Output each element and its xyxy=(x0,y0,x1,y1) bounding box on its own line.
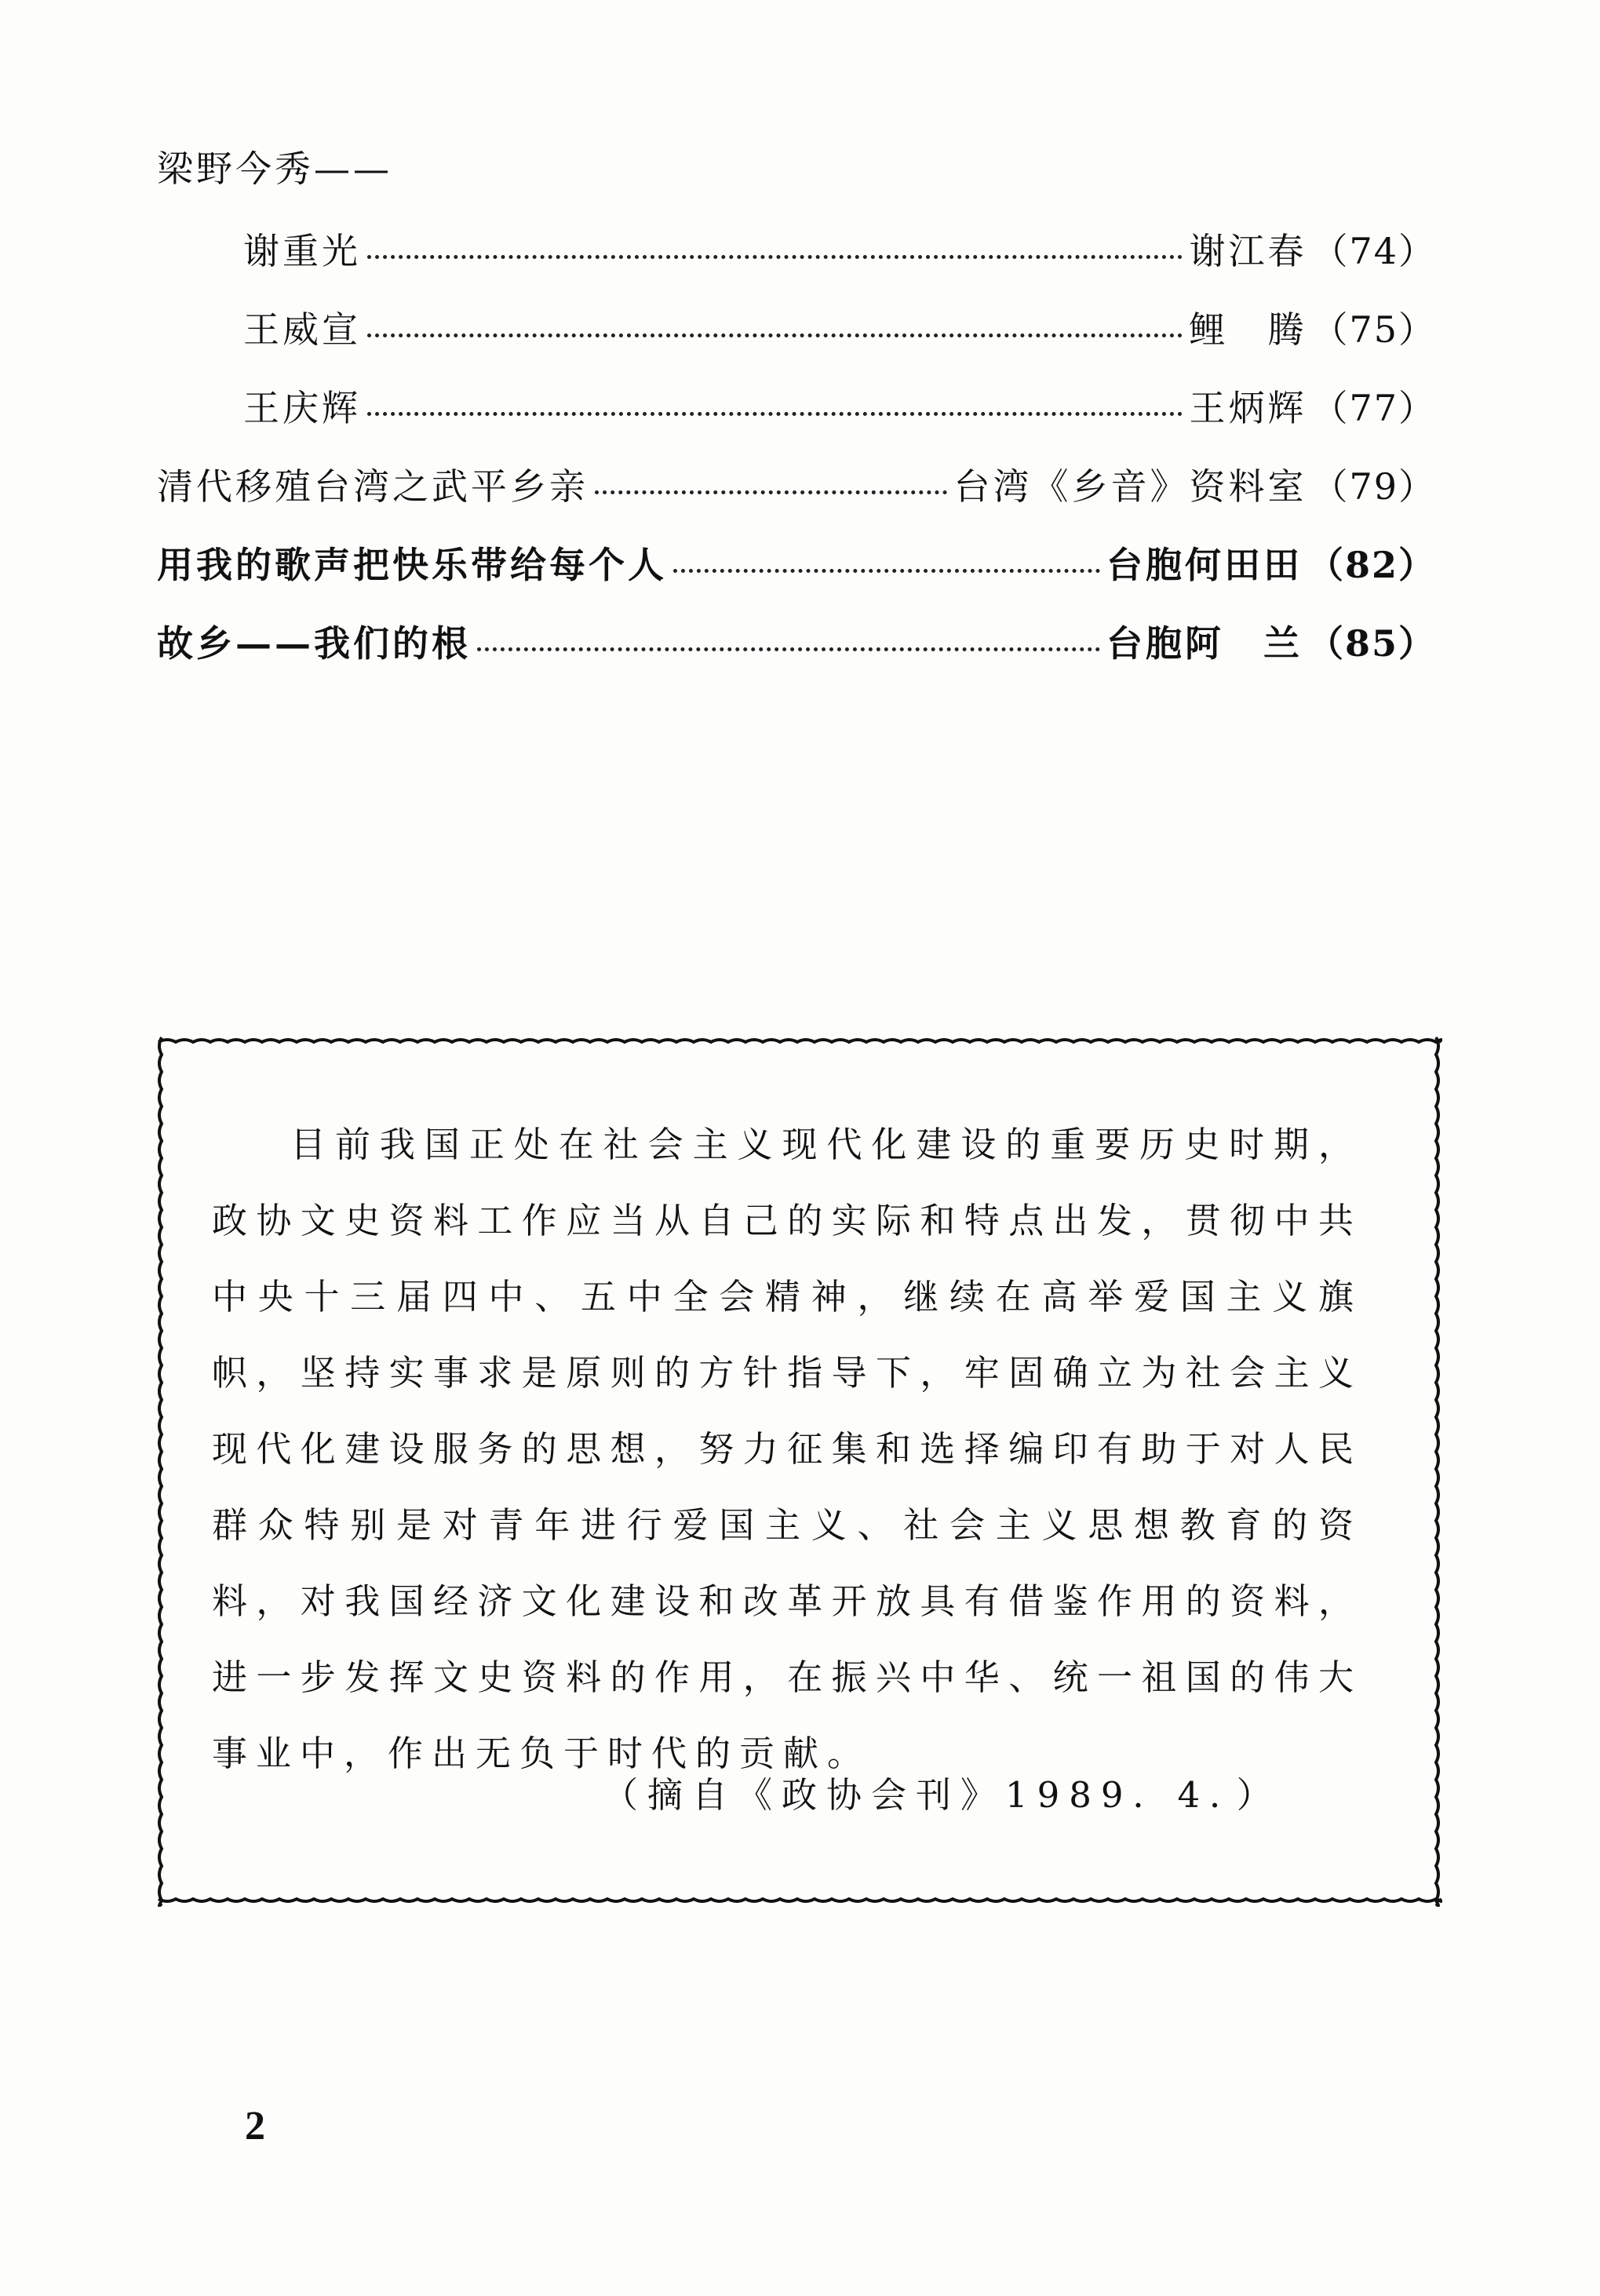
toc-entry-title: 王庆辉 xyxy=(243,387,361,429)
toc-entry-title: 故乡——我们的根 xyxy=(157,622,471,665)
toc-entry[interactable] xyxy=(157,541,1436,589)
toc-entry-page: （75） xyxy=(1311,308,1436,351)
toc-entry[interactable] xyxy=(243,228,1436,275)
page-number: 2 xyxy=(245,2104,265,2148)
left-wavy-edge xyxy=(159,1037,162,1906)
toc-entry-title: 用我的歌声把快乐带给每个人 xyxy=(157,544,667,586)
toc-entry-title: 清代移殖台湾之武平乡亲 xyxy=(157,465,589,508)
toc-leader-dots xyxy=(673,569,1100,573)
toc-page-number: 77 xyxy=(1349,387,1398,429)
toc-leader-dots xyxy=(367,412,1183,416)
toc-entry-title: 王威宣 xyxy=(243,308,361,351)
toc-entry-page: （79） xyxy=(1311,465,1436,508)
toc-entry-title: 谢重光 xyxy=(243,230,361,272)
toc-entry-author: 王炳辉 xyxy=(1189,387,1307,429)
toc-entry-author: 台湾《乡音》资料室 xyxy=(953,465,1307,508)
toc-entry-author: 台胞阿 兰 xyxy=(1106,622,1303,665)
toc-page-number: 82 xyxy=(1344,544,1398,586)
right-wavy-edge xyxy=(1436,1037,1438,1906)
toc-entry-author: 鲤 腾 xyxy=(1189,308,1307,351)
toc-leader-dots xyxy=(367,333,1183,337)
quotation-text: 目前我国正处在社会主义现代化建设的重要历史时期，政协文史资料工作应当从自己的实际和特点出发，贯彻中共中央十三届四中、五中全会精神，继续在高举爱国主义旗帜，坚持实事求是原则的方针指导下，牢固确立为社会主义现代化建设服务的思想，努力征集和选择编印有助于对人民群众特别是对青年进行爱国主义、社会主义思想教育的资料，对我国经济文化建设和改革开放具有借鉴作用的资料，进一步发挥文史资料的作用，在振兴中华、统一祖国的伟大事业中，作出无负于时代的贡献。 xyxy=(212,1124,1362,1774)
toc-entry-page: （85） xyxy=(1307,622,1436,665)
toc-leader-dots xyxy=(477,647,1100,651)
bottom-wavy-edge xyxy=(159,1899,1441,1901)
toc-entry[interactable] xyxy=(243,306,1436,353)
quotation-box xyxy=(155,1034,1442,1907)
toc-entry-author: 谢江春 xyxy=(1189,230,1307,272)
toc-leader-dots xyxy=(595,490,947,494)
toc-page-number: 85 xyxy=(1344,622,1398,665)
toc-entry-page: （82） xyxy=(1307,544,1436,586)
top-wavy-edge xyxy=(159,1040,1441,1042)
quotation-source: （摘自《政协会刊》1989．4．） xyxy=(603,1774,1281,1816)
toc-entry-page: （74） xyxy=(1311,230,1436,272)
toc-page-number: 75 xyxy=(1349,308,1398,351)
toc-entry-page: （77） xyxy=(1311,387,1436,429)
toc-entry[interactable] xyxy=(157,620,1436,667)
toc-entry-author: 台胞何田田 xyxy=(1106,544,1303,586)
toc-page-number: 74 xyxy=(1349,230,1398,272)
toc-section-heading: 梁野今秀—— xyxy=(157,148,392,190)
toc-leader-dots xyxy=(367,255,1183,259)
toc-entry[interactable] xyxy=(243,384,1436,432)
toc-page-number: 79 xyxy=(1349,465,1398,508)
toc-entry[interactable] xyxy=(157,463,1436,510)
